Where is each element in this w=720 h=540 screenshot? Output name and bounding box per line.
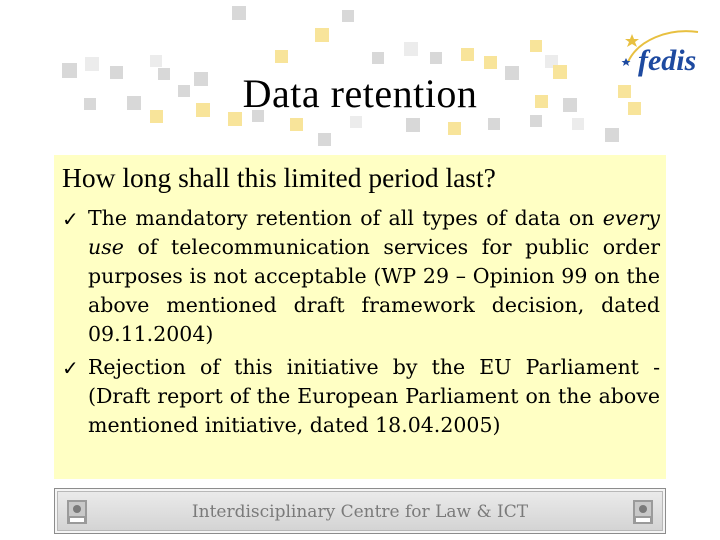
bullet-text: The mandatory retention of all types of data on every use of telecommunication services for public order purposes is not acceptable (WP 29 – Opinion 99 on the above mentioned draft framework decision, dated 09.11.2004) <box>88 206 660 346</box>
check-icon: ✓ <box>62 207 79 231</box>
bullet-item-2 <box>62 353 660 440</box>
emphasis-text: every use <box>88 206 660 259</box>
bullet-text: Rejection of this initiative by the EU Parliament - (Draft report of the European Parliament on the above mentioned initiative, dated 18.04.2005) <box>88 355 660 437</box>
slide-title: Data retention <box>242 71 478 116</box>
footer-text: Interdisciplinary Centre for Law & ICT <box>191 502 529 522</box>
svg-text:fedis: fedis <box>638 44 697 77</box>
bullet-list <box>62 204 660 444</box>
footer-bar <box>54 488 666 534</box>
question-heading: How long shall this limited period last? <box>62 162 496 193</box>
icri-logo-icon <box>633 500 653 524</box>
bullet-item-1 <box>62 204 660 349</box>
check-icon: ✓ <box>62 356 79 380</box>
